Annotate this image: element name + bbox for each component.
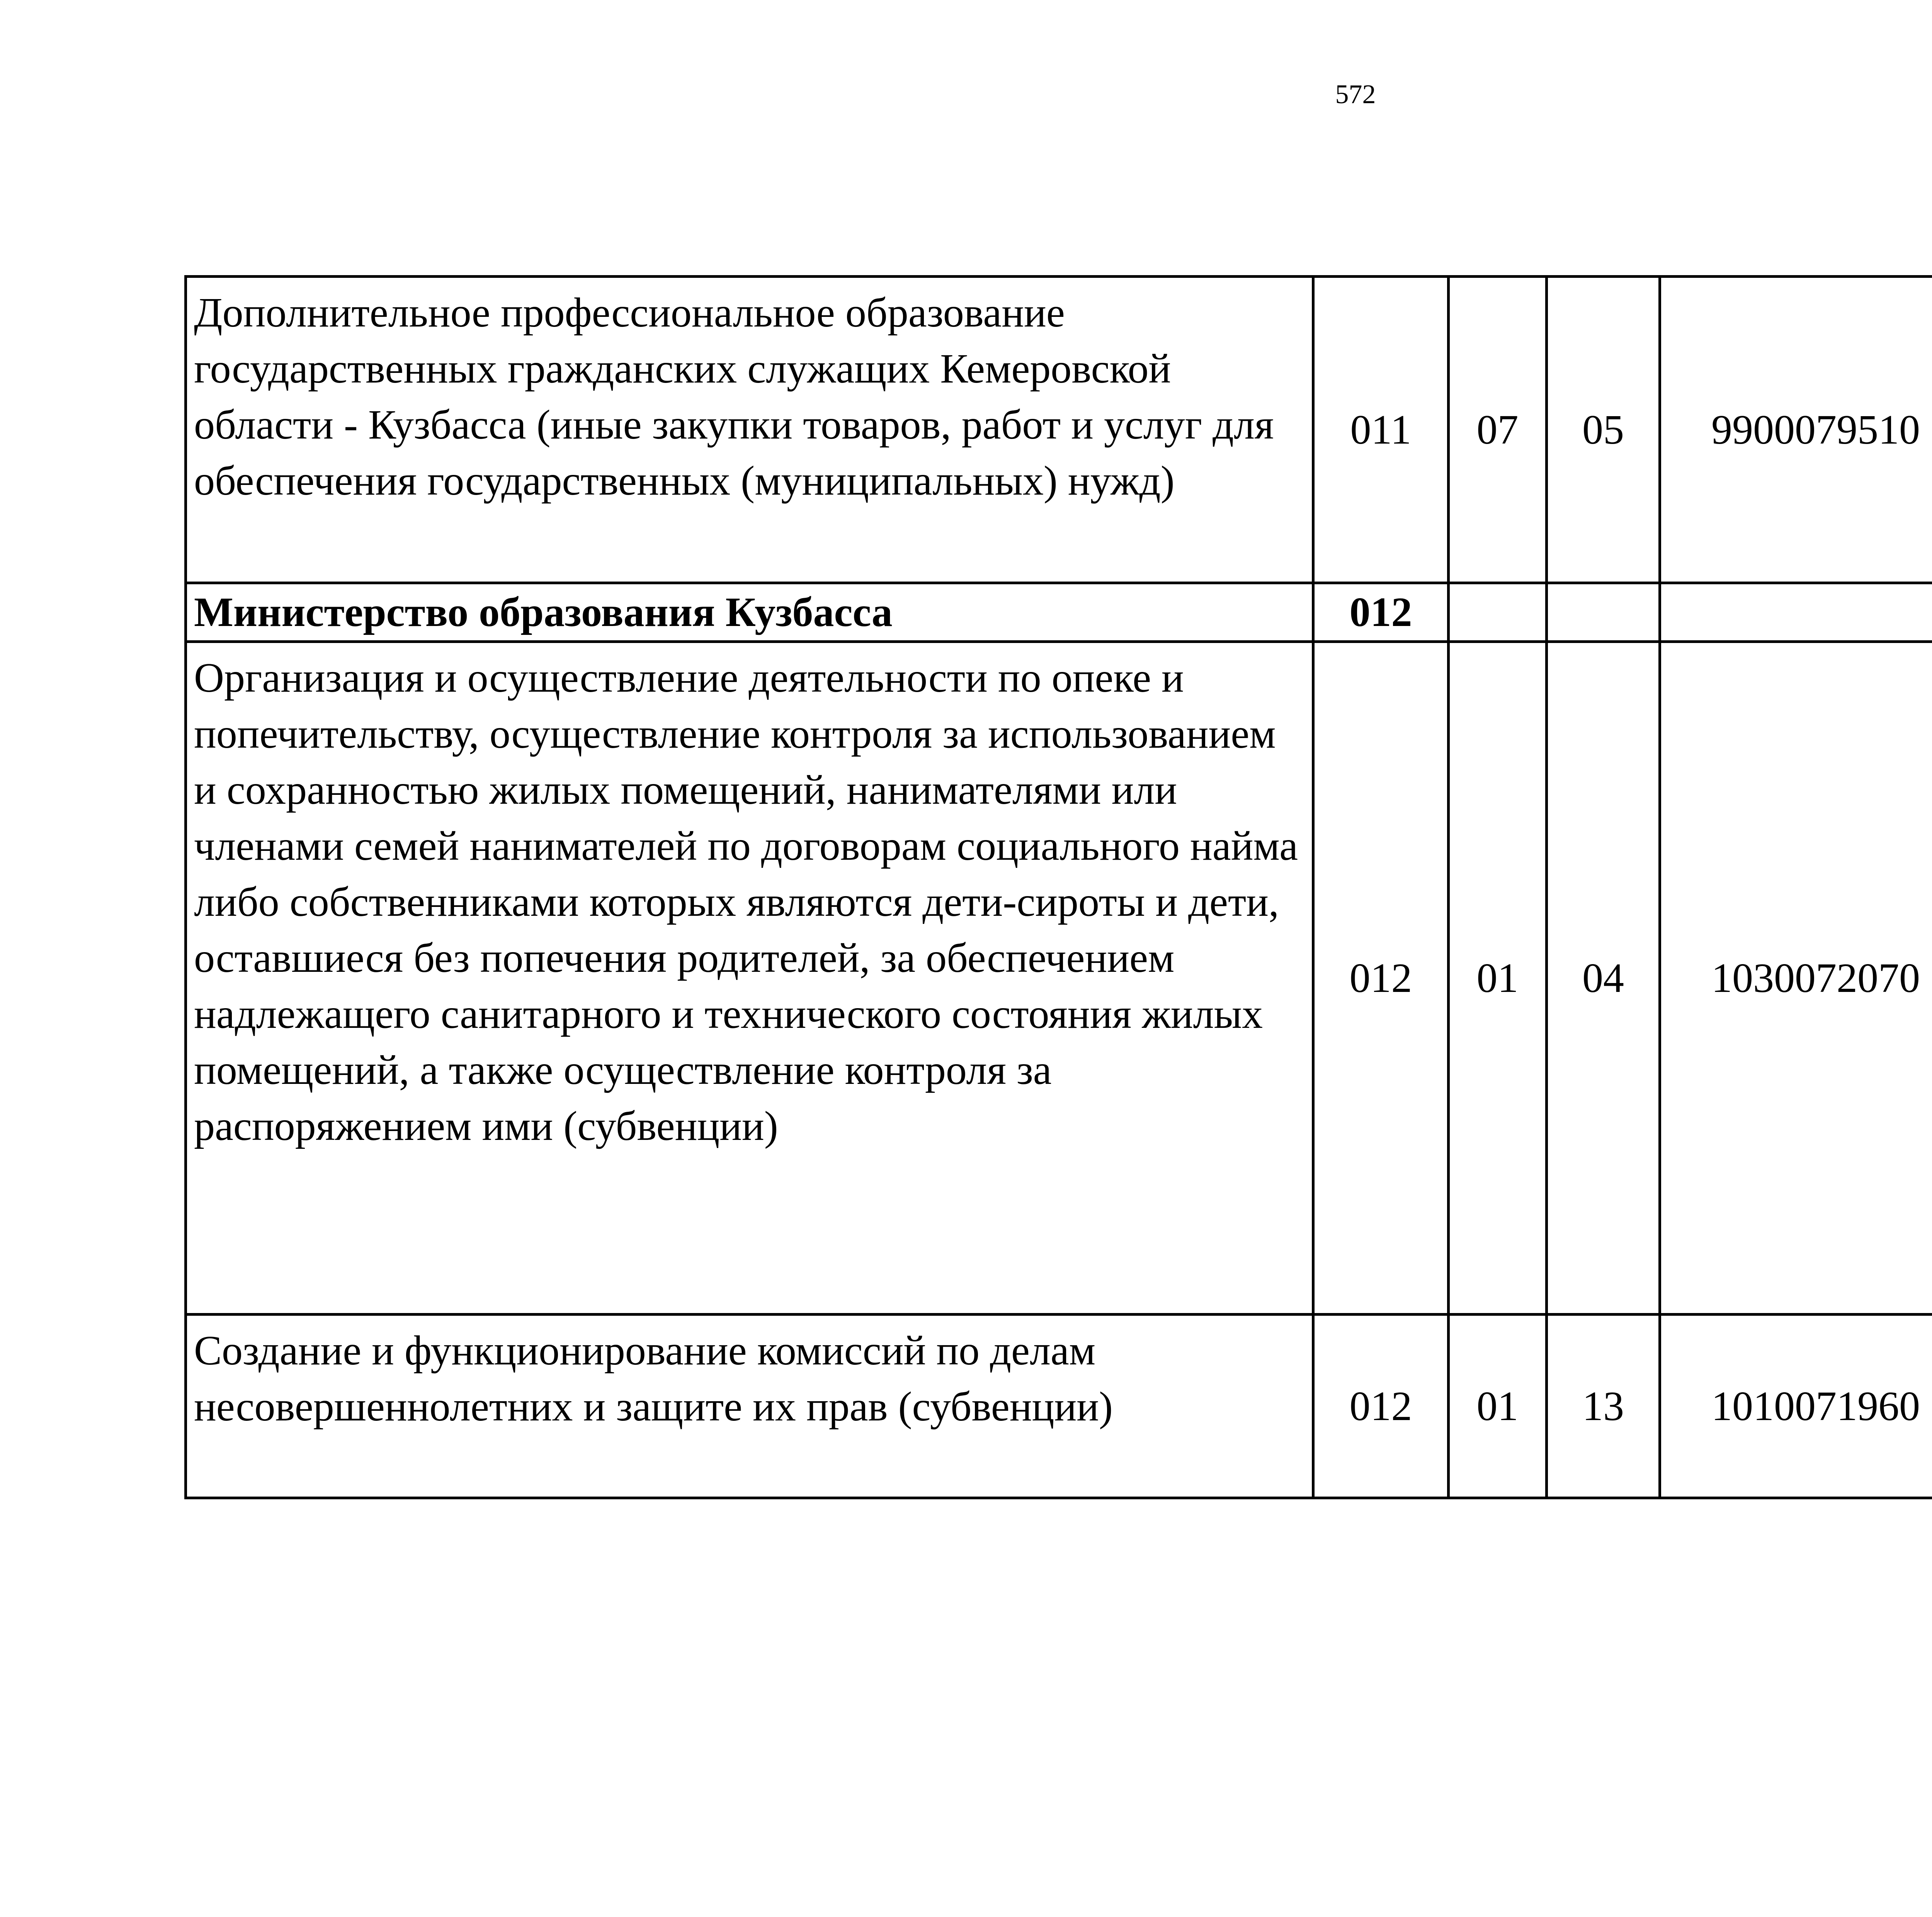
row-name: Создание и функционирование комиссий по делам несовершеннолетних и защите их прав (субвенции) [186,1315,1313,1498]
target-article-code: 1010071960 [1660,1315,1932,1498]
table-row [186,642,1932,1315]
ministry-code: 011 [1313,277,1449,583]
table-row [186,277,1932,583]
section-code: 01 [1449,1315,1547,1498]
subsection-code: 04 [1547,642,1660,1315]
subsection-code: 05 [1547,277,1660,583]
row-name: Организация и осуществление деятельности по опеке и попечительству, осуществление контроля за использованием и сохранностью жилых помещений, нанимателями или членами семей нанимателей по договорам социального найма либо собственниками которых являются дети-сироты и дети, оставшиеся без попечения родителей, за обеспечением надлежащего санитарного и технического состояния жилых помещений, а также осуществление контроля за распоряжением ими (субвенции) [186,642,1313,1315]
row-name: Дополнительное профессиональное образование государственных гражданских служащих Кемеровской области - Кузбасса (иные закупки товаров, работ и услуг для обеспечения государственных (муниципальных) нужд) [186,277,1313,583]
ministry-code: 012 [1313,1315,1449,1498]
ministry-code: 012 [1313,583,1449,642]
subsection-code: 13 [1547,1315,1660,1498]
table-row [186,583,1932,642]
row-name: Министерство образования Кузбасса [186,583,1313,642]
section-code: 07 [1449,277,1547,583]
target-article-code: 1030072070 [1660,642,1932,1315]
ministry-code: 012 [1313,642,1449,1315]
section-code [1449,583,1547,642]
budget-table [184,275,1932,1499]
target-article-code [1660,583,1932,642]
page-number: 572 [1335,80,1376,109]
table-row [186,1315,1932,1498]
subsection-code [1547,583,1660,642]
section-code: 01 [1449,642,1547,1315]
target-article-code: 9900079510 [1660,277,1932,583]
